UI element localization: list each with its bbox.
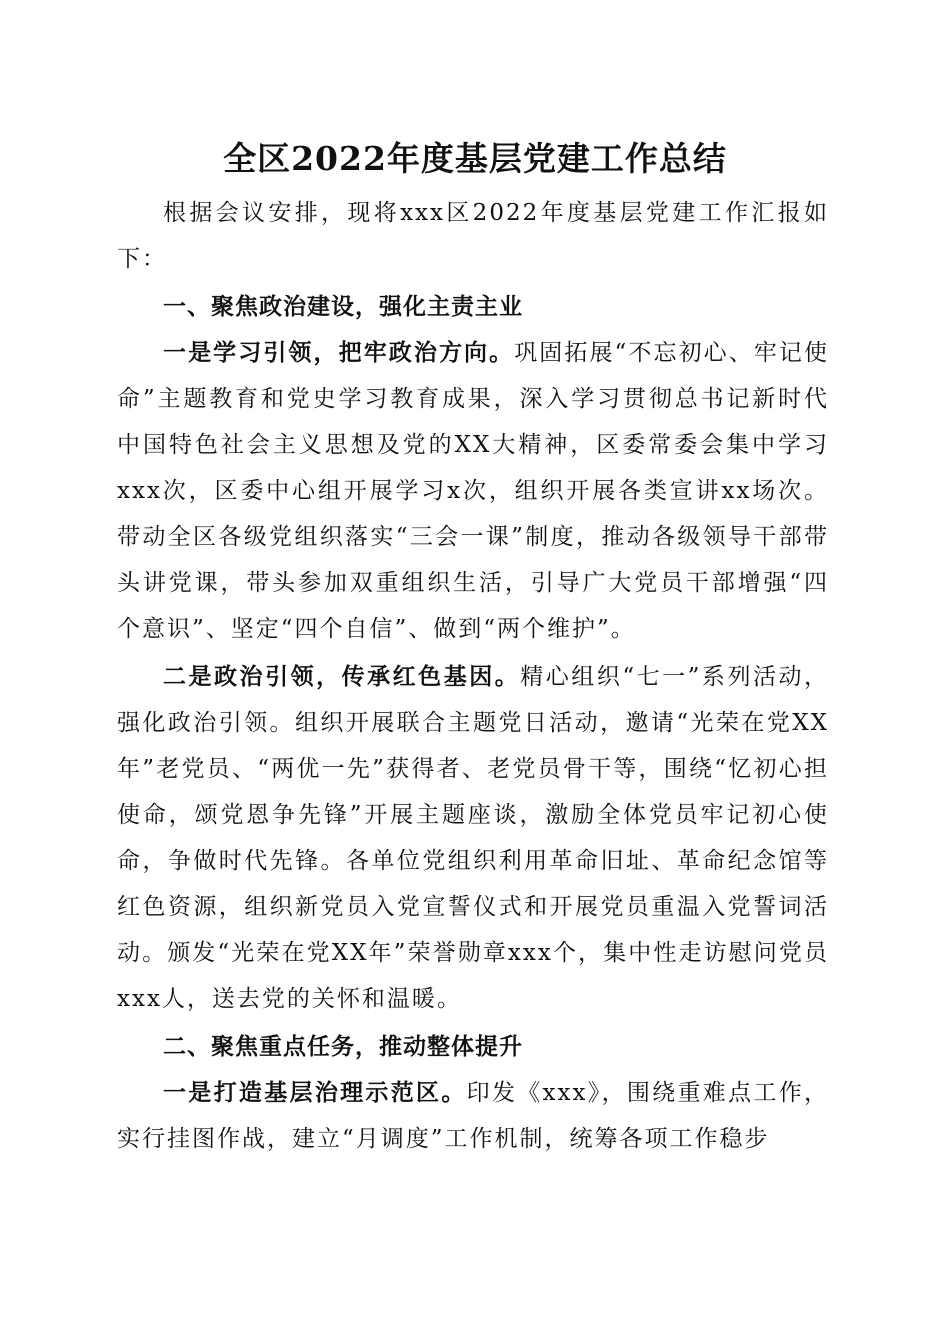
document-body — [117, 190, 829, 1162]
intro-paragraph: 根据会议安排，现将xxx区2022年度基层党建工作汇报如下： — [117, 200, 829, 272]
paragraph-text: 巩固拓展“不忘初心、牢记使命”主题教育和党史学习教育成果，深入学习贯彻总书记新时代中国特色社会主义思想及党的XX大精神，区委常委会集中学习xxx次，区委中心组开展学习x次，组织开展各类宣讲xx场次。带动全区各级党组织落实“三会一课”制度，推动各级领导干部带头讲党课，带头参加双重组织生活，引导广大党员干部增强“四个意识”、坚定“四个自信”、做到“两个维护”。 — [117, 340, 829, 642]
section-2-heading: 二、聚焦重点任务，推动整体提升 — [163, 1034, 523, 1060]
section-1-paragraph-2 — [117, 654, 829, 1022]
paragraph-text: 印发《xxx》，围绕重难点工作，实行挂图作战，建立“月调度”工作机制，统筹各项工作稳步 — [117, 1080, 829, 1152]
paragraph-lead: 二是政治引领，传承红色基因。 — [163, 663, 521, 690]
section-1-paragraph-1 — [117, 330, 829, 652]
paragraph-lead: 一是打造基层治理示范区。 — [163, 1079, 467, 1106]
section-2-paragraph-1 — [117, 1070, 829, 1162]
paragraph-lead: 一是学习引领，把牢政治方向。 — [163, 339, 515, 366]
document-title: 全区2022年度基层党建工作总结 — [223, 139, 727, 178]
paragraph-text: 精心组织“七一”系列活动，强化政治引领。组织开展联合主题党日活动，邀请“光荣在党XX年”老党员、“两优一先”获得者、老党员骨干等，围绕“忆初心担使命，颂党恩争先锋”开展主题座谈，激励全体党员牢记初心使命，争做时代先锋。各单位党组织利用革命旧址、革命纪念馆等红色资源，组织新党员入党宣誓仪式和开展党员重温入党誓词活动。颁发“光荣在党XX年”荣誉勋章xxx个，集中性走访慰问党员xxx人，送去党的关怀和温暖。 — [117, 664, 829, 1012]
section-1-heading: 一、聚焦政治建设，强化主责主业 — [163, 294, 523, 320]
